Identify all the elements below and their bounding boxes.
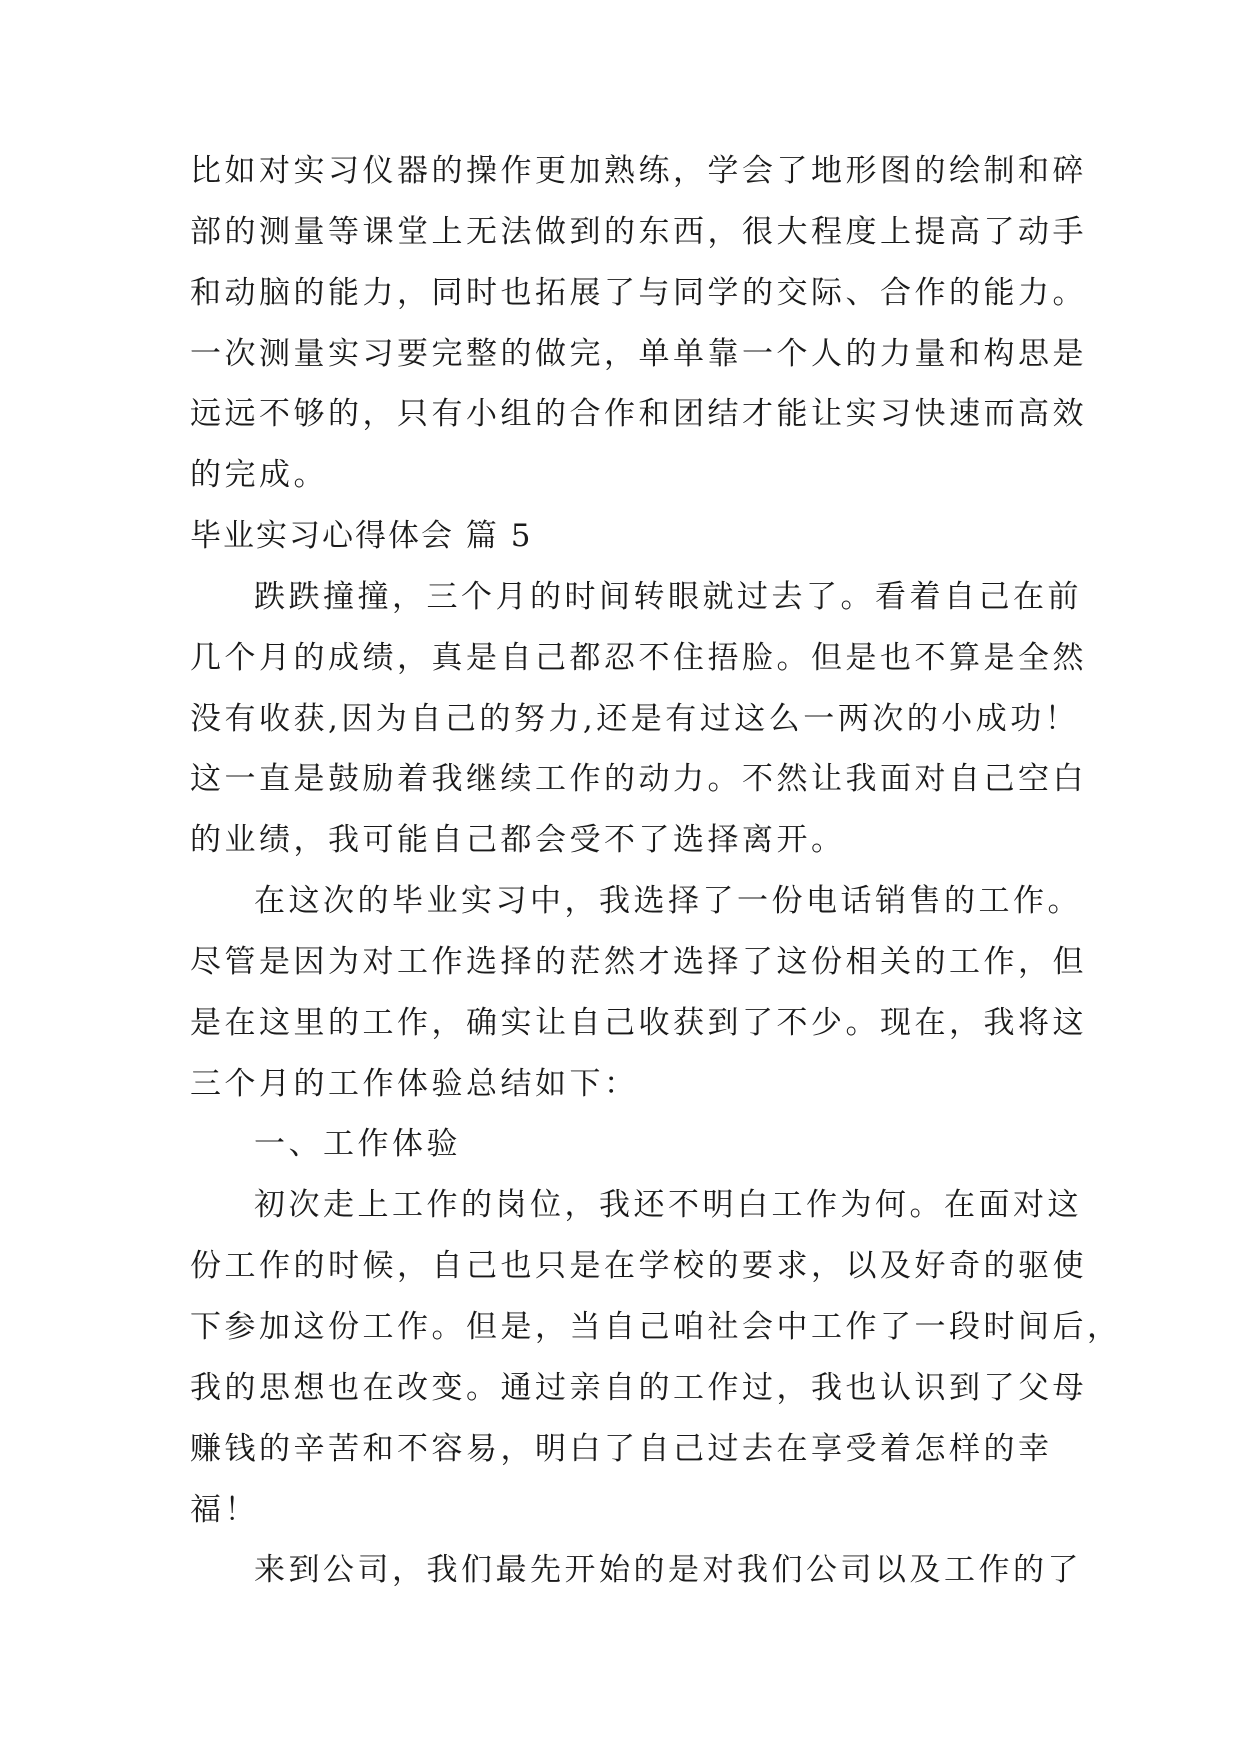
text-line: 下参加这份工作。但是，当自己咱社会中工作了一段时间后， [190,1309,1122,1345]
text-line: 三个月的工作体验总结如下： [190,1066,639,1102]
text-line: 比如对实习仪器的操作更加熟练，学会了地形图的绘制和碎 [190,153,1087,189]
text-line: 份工作的时候，自己也只是在学校的要求，以及好奇的驱使 [190,1248,1087,1284]
text-line: 初次走上工作的岗位，我还不明白工作为何。在面对这 [254,1187,1082,1223]
text-line: 一次测量实习要完整的做完，单单靠一个人的力量和构思是 [190,336,1087,372]
text-line: 我的思想也在改变。通过亲自的工作过，我也认识到了父母 [190,1370,1087,1406]
text-line: 在这次的毕业实习中，我选择了一份电话销售的工作。 [254,883,1082,919]
text-line: 这一直是鼓励着我继续工作的动力。不然让我面对自己空白 [190,761,1087,797]
text-line: 远远不够的，只有小组的合作和团结才能让实习快速而高效 [190,396,1087,432]
text-line: 尽管是因为对工作选择的茫然才选择了这份相关的工作，但 [190,944,1087,980]
text-line: 的业绩，我可能自己都会受不了选择离开。 [190,822,846,858]
text-line: 来到公司，我们最先开始的是对我们公司以及工作的了 [254,1552,1082,1588]
text-line: 是在这里的工作，确实让自己收获到了不少。现在，我将这 [190,1005,1087,1041]
text-line: 的完成。 [190,457,328,493]
text-line: 和动脑的能力，同时也拓展了与同学的交际、合作的能力。 [190,275,1087,311]
text-line: 福！ [190,1492,259,1528]
text-line: 部的测量等课堂上无法做到的东西，很大程度上提高了动手 [190,214,1087,250]
text-line: 赚钱的辛苦和不容易，明白了自己过去在享受着怎样的幸 [190,1431,1053,1467]
text-line: 没有收获,因为自己的努力,还是有过这么一两次的小成功！ [190,701,1080,737]
text-line: 几个月的成绩，真是自己都忍不住捂脸。但是也不算是全然 [190,640,1087,676]
subsection-heading: 一、工作体验 [254,1126,461,1162]
text-line: 跌跌撞撞，三个月的时间转眼就过去了。看着自己在前 [254,579,1082,615]
section-heading: 毕业实习心得体会 篇 5 [190,518,533,554]
